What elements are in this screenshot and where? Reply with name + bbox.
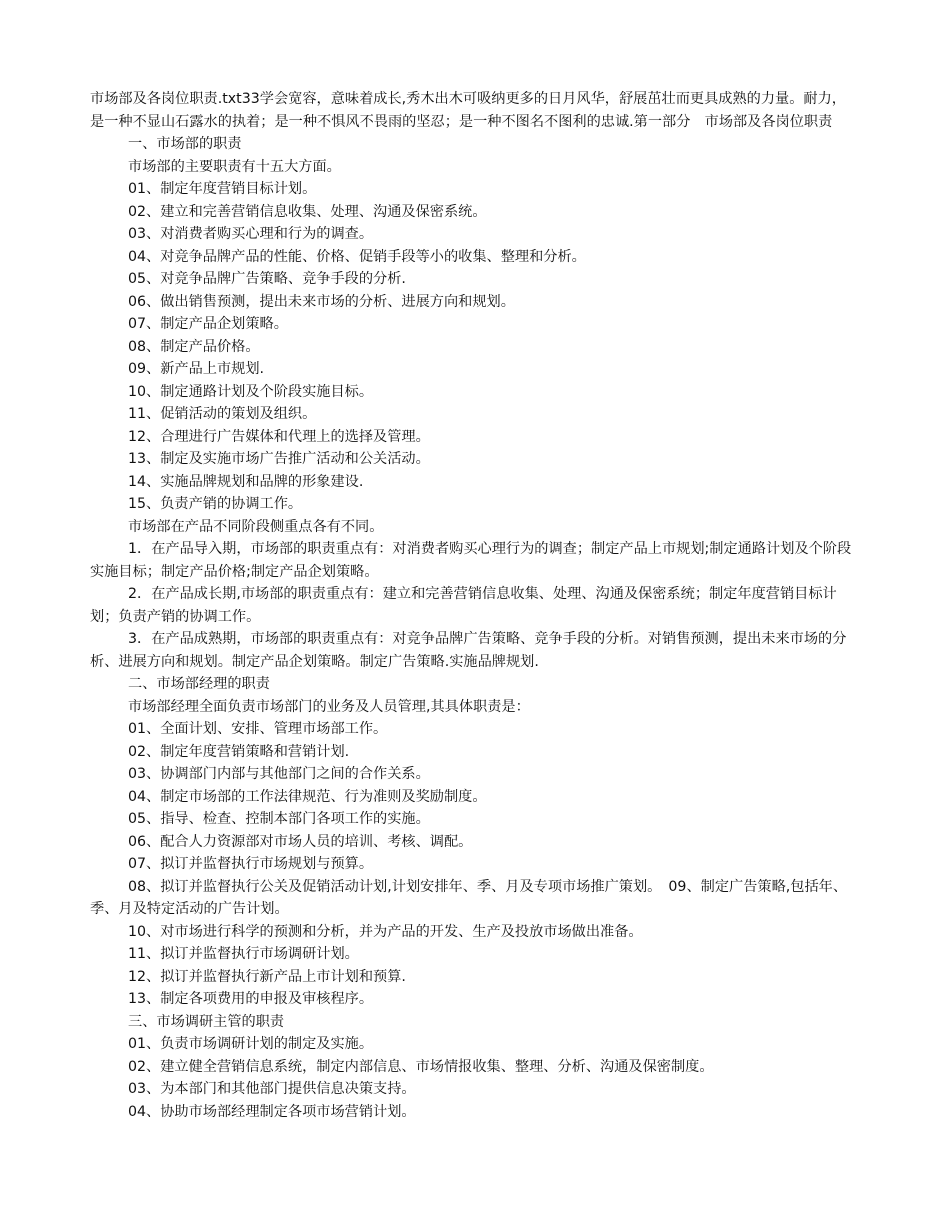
document-paragraph: 04、制定市场部的工作法律规范、行为准则及奖励制度。	[128, 788, 487, 805]
document-paragraph: 03、对消费者购买心理和行为的调查。	[128, 226, 374, 242]
document-paragraph: 07、制定产品企划策略。	[128, 316, 288, 332]
document-paragraph: 03、协调部门内部与其他部门之间的合作关系。	[128, 766, 430, 782]
document-paragraph: 12、合理进行广告媒体和代理上的选择及管理。	[128, 428, 430, 445]
document-paragraph: 03、为本部门和其他部门提供信息决策支持。	[128, 1081, 416, 1097]
document-paragraph: 三、市场调研主管的职责	[128, 1013, 285, 1030]
document-paragraph: 一、市场部的职责	[128, 136, 242, 152]
document-paragraph: 市场部经理全面负责市场部门的业务及人员管理,其具体职责是：	[128, 698, 530, 715]
document-paragraph: 市场部在产品不同阶段侧重点各有不同。	[128, 518, 384, 535]
document-body	[90, 88, 860, 1123]
document-paragraph: 市场部的主要职责有十五大方面。	[128, 158, 341, 175]
document-paragraph: 01、负责市场调研计划的制定及实施。	[128, 1036, 374, 1052]
document-paragraph: 05、对竞争品牌广告策略、竞争手段的分析.	[128, 271, 406, 287]
document-paragraph: 04、协助市场部经理制定各项市场营销计划。	[128, 1103, 416, 1120]
document-paragraph: 06、做出销售预测，提出未来市场的分析、进展方向和规划。	[128, 293, 515, 310]
document-paragraph: 02、建立和完善营销信息收集、处理、沟通及保密系统。	[128, 203, 487, 220]
document-paragraph: 01、制定年度营销目标计划。	[128, 181, 317, 197]
document-paragraph: 02、制定年度营销策略和营销计划.	[128, 743, 350, 760]
document-paragraph: 07、拟订并监督执行市场规划与预算。	[128, 856, 374, 872]
document-paragraph: 3．在产品成熟期，市场部的职责重点有：对竞争品牌广告策略、竞争手段的分析。对销售预测，提出未来市场的分析、进展方向和规划。制定产品企划策略。制定广告策略.实施品牌规划.	[90, 631, 847, 670]
document-paragraph: 10、制定通路计划及个阶段实施目标。	[128, 383, 374, 400]
document-paragraph: 02、建立健全营销信息系统，制定内部信息、市场情报收集、整理、分析、沟通及保密制度。	[128, 1058, 714, 1075]
document-paragraph: 08、拟订并监督执行公关及促销活动计划,计划安排年、季、月及专项市场推广策划。 09、制定广告策略,包括年、季、月及特定活动的广告计划。	[90, 878, 848, 917]
document-paragraph: 09、新产品上市规划.	[128, 361, 265, 377]
document-paragraph: 11、拟订并监督执行市场调研计划。	[128, 946, 359, 962]
document-paragraph: 13、制定各项费用的申报及审核程序。	[128, 991, 374, 1007]
document-paragraph: 04、对竞争品牌产品的性能、价格、促销手段等小的收集、整理和分析。	[128, 248, 586, 265]
document-paragraph: 15、负责产销的协调工作。	[128, 496, 303, 512]
document-paragraph: 08、制定产品价格。	[128, 338, 260, 355]
document-paragraph: 11、促销活动的策划及组织。	[128, 406, 317, 422]
document-paragraph: 10、对市场进行科学的预测和分析，并为产品的开发、生产及投放市场做出准备。	[128, 923, 643, 940]
document-paragraph: 05、指导、检查、控制本部门各项工作的实施。	[128, 811, 430, 827]
document-paragraph: 二、市场部经理的职责	[128, 676, 270, 692]
document-paragraph: 06、配合人力资源部对市场人员的培训、考核、调配。	[128, 833, 473, 850]
document-paragraph: 14、实施品牌规划和品牌的形象建设.	[128, 473, 364, 490]
document-paragraph: 市场部及各岗位职责.txt33学会宽容，意味着成长,秀木出木可吸纳更多的日月风华，舒展茁壮而更具成熟的力量。耐力，是一种不显山石露水的执着；是一种不惧风不畏雨的坚忍；是一种不图名不图利的忠诚.第一部分 市场部及各岗位职责	[90, 91, 846, 130]
document-paragraph: 12、拟订并监督执行新产品上市计划和预算.	[128, 968, 406, 985]
document-paragraph: 13、制定及实施市场广告推广活动和公关活动。	[128, 451, 430, 467]
document-paragraph: 1．在产品导入期，市场部的职责重点有：对消费者购买心理行为的调查；制定产品上市规划;制定通路计划及个阶段实施目标；制定产品价格;制定产品企划策略。	[90, 541, 852, 580]
document-paragraph: 01、全面计划、安排、管理市场部工作。	[128, 721, 388, 737]
document-paragraph: 2．在产品成长期,市场部的职责重点有：建立和完善营销信息收集、处理、沟通及保密系统；制定年度营销目标计划；负责产销的协调工作。	[90, 586, 837, 625]
